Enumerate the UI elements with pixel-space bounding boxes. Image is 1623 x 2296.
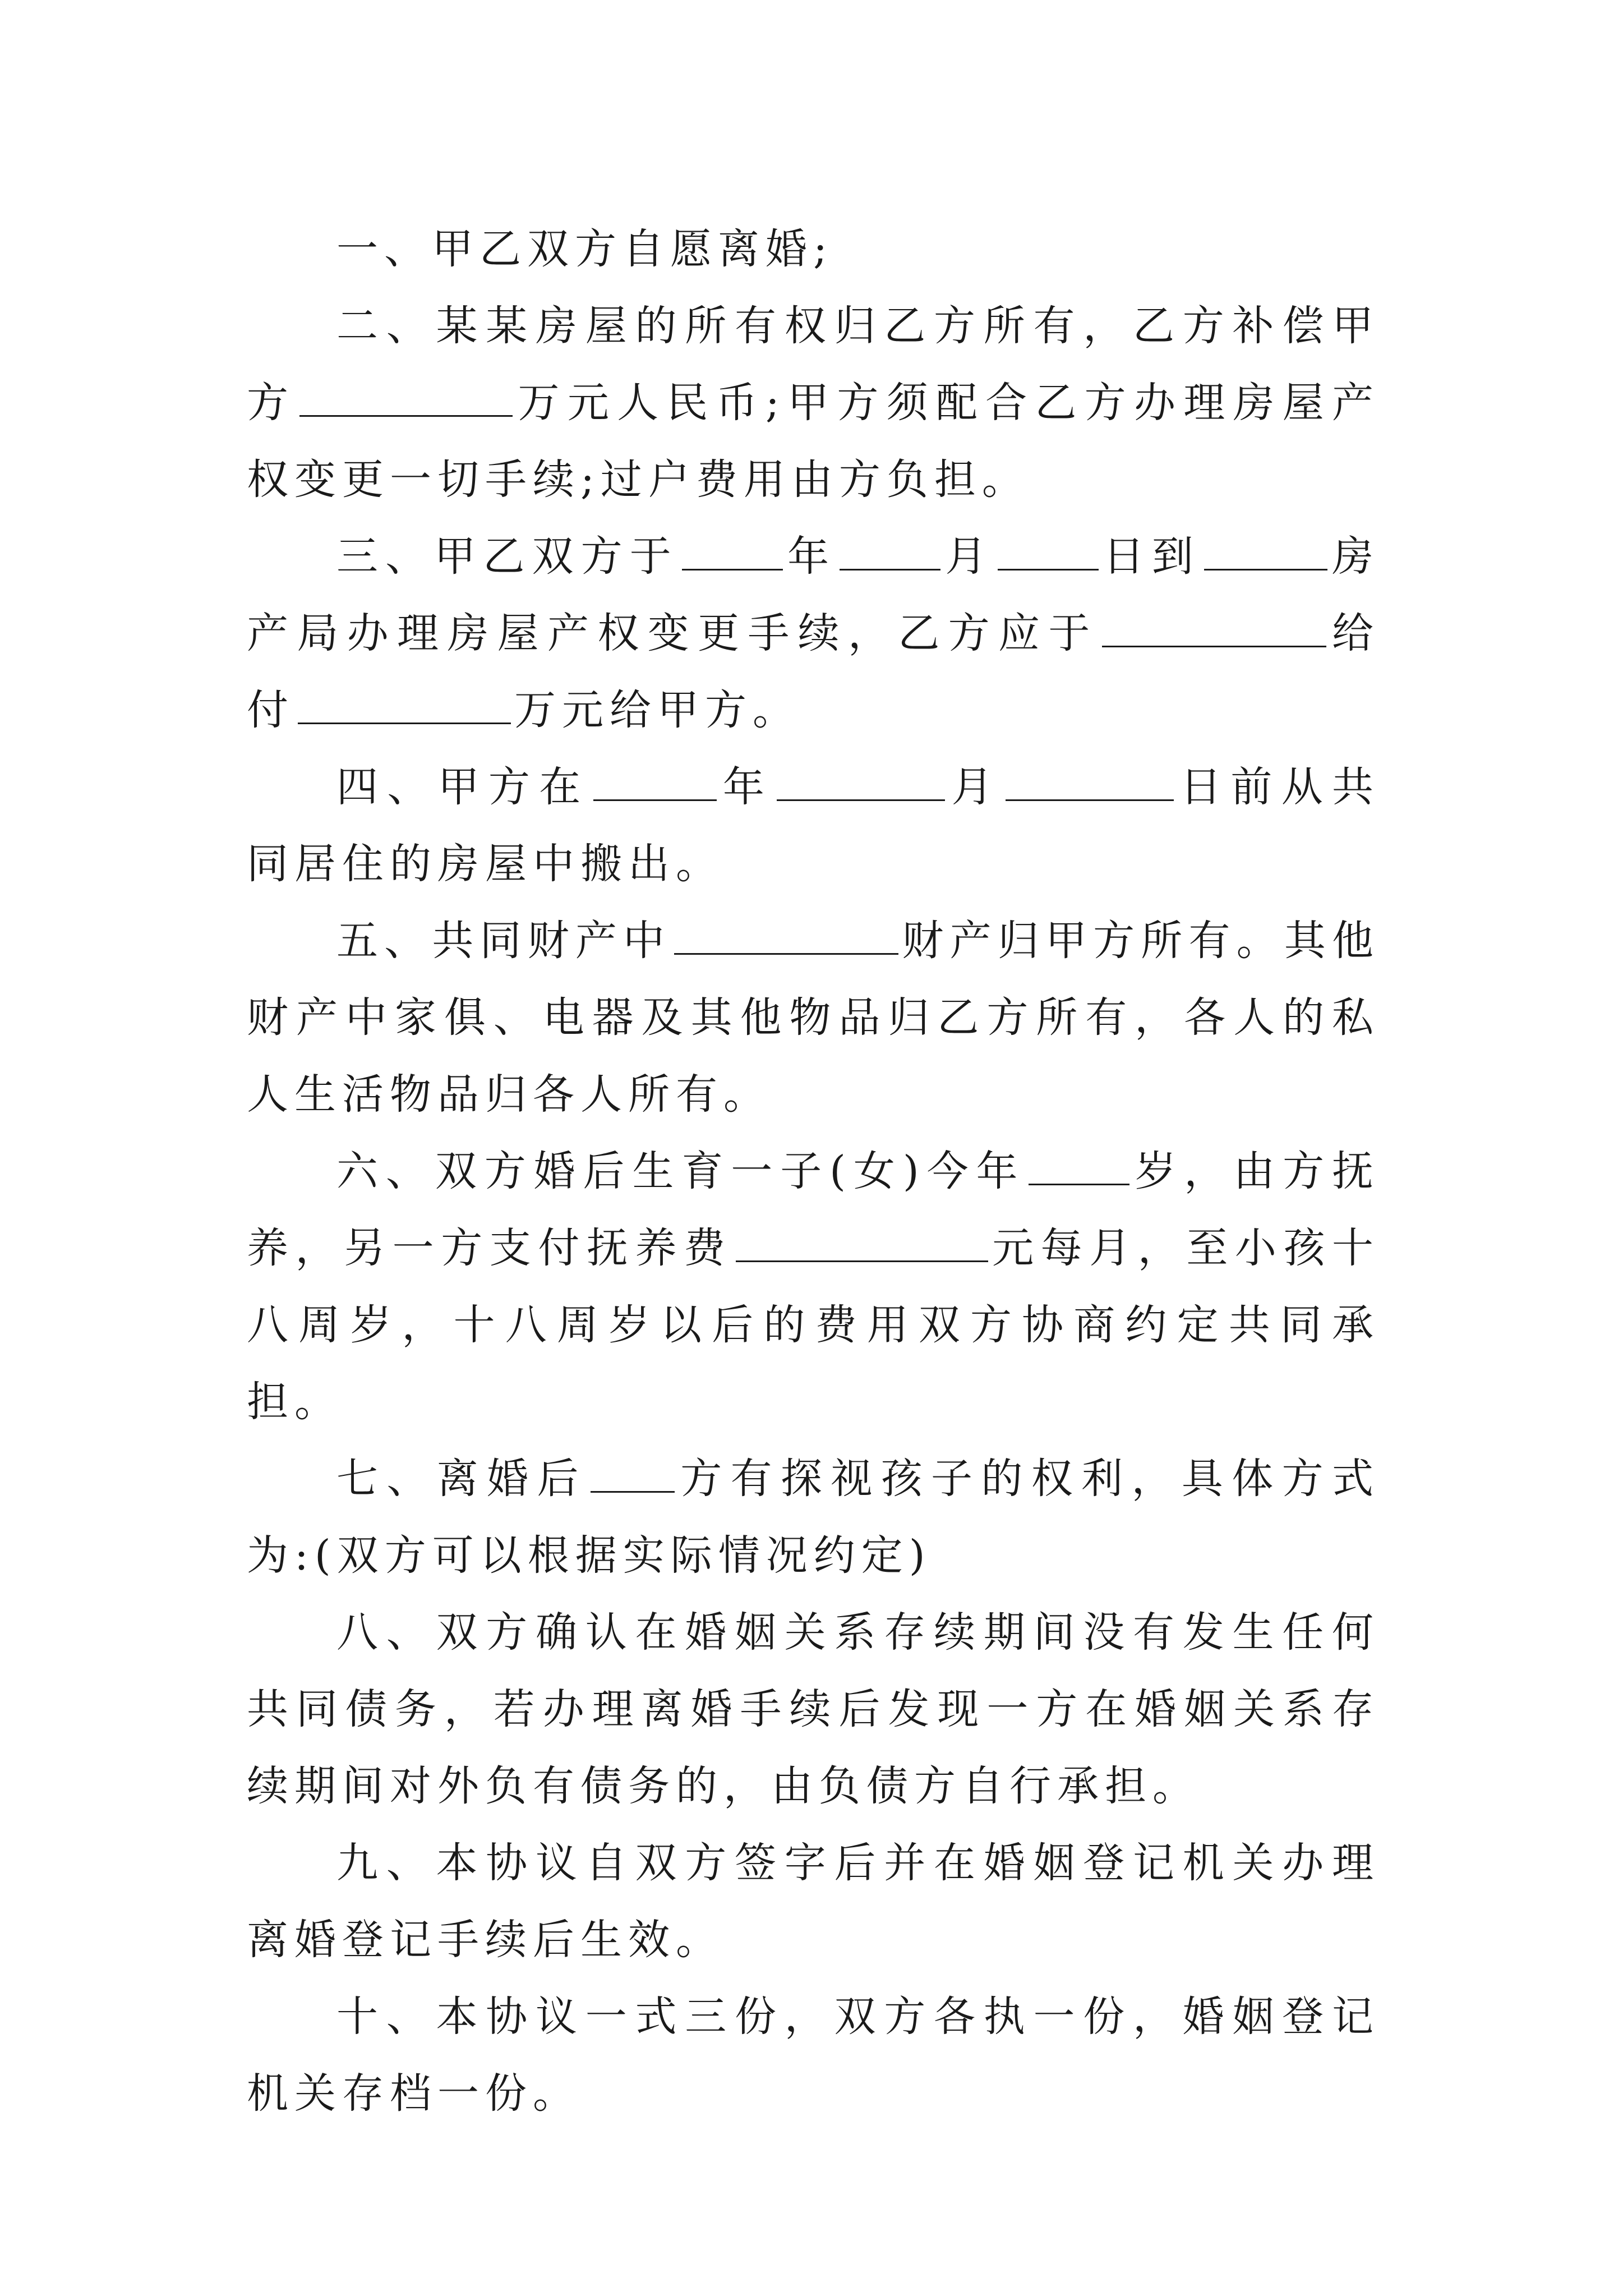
clause-3-text-g: 万元给甲方。 [514, 686, 800, 734]
clause-3-text-e: 房产局办理房屋产权变更手续，乙方应于 [247, 532, 1380, 657]
blank-visiting-party [591, 1456, 675, 1493]
clause-9-text: 九、本协议自双方签字后并在婚姻登记机关办理离婚登记手续后生效。 [247, 1839, 1380, 1964]
clause-6 [247, 1133, 1380, 1441]
blank-move-month [777, 765, 945, 801]
blank-year [682, 534, 783, 570]
blank-compensation-amount [299, 380, 513, 417]
clause-6-text-a: 六、双方婚后生育一子(女)今年 [336, 1147, 1026, 1195]
clause-2 [247, 288, 1380, 518]
clause-3-text-d: 日到 [1101, 532, 1201, 581]
clause-4-text-a: 四、甲方在 [336, 763, 590, 811]
clause-1 [247, 211, 1380, 288]
clause-9 [247, 1825, 1380, 1978]
clause-3 [247, 518, 1380, 749]
blank-move-day [1006, 765, 1174, 801]
blank-property-bureau [1204, 534, 1327, 570]
blank-payment-date [1102, 611, 1326, 647]
blank-month [840, 534, 940, 570]
clause-7-text-a: 七、离婚后 [336, 1455, 587, 1503]
clause-6-text-c: 元每月，至小孩十八周岁，十八周岁以后的费用双方协商约定共同承担。 [247, 1224, 1380, 1426]
clause-4 [247, 749, 1380, 903]
clause-2-text-a: 二、某某房屋的所有权归乙方所有，乙方补偿甲方 [247, 302, 1380, 427]
blank-support-amount [736, 1226, 988, 1262]
clause-2-text-b: 万元人民币;甲方须配合乙方办理房屋产权变更一切手续;过户费用由方负担。 [247, 379, 1380, 504]
clause-10 [247, 1978, 1380, 2132]
clause-7-text-b: 方有探视孩子的权利，具体方式为:(双方可以根据实际情况约定) [247, 1455, 1380, 1580]
clause-10-text: 十、本协议一式三份，双方各执一份，婚姻登记机关存档一份。 [247, 1993, 1380, 2118]
clause-3-text-c: 月 [944, 532, 994, 581]
clause-6-text-b: 岁，由方抚养，另一方支付抚养费 [247, 1147, 1380, 1272]
clause-5 [247, 903, 1380, 1133]
clause-4-text-d: 日前从共同居住的房屋中搬出。 [247, 763, 1380, 888]
clause-5-text-b: 财产归甲方所有。其他财产中家俱、电器及其他物品归乙方所有，各人的私人生活物品归各人所有。 [247, 917, 1380, 1119]
blank-day [998, 534, 1099, 570]
agreement-body [247, 211, 1380, 2132]
clause-3-text-f: 给付 [247, 609, 1380, 734]
clause-3-text-a: 三、甲乙双方于 [336, 532, 679, 581]
clause-7 [247, 1441, 1380, 1594]
clause-8 [247, 1594, 1380, 1825]
clause-1-text: 一、甲乙双方自愿离婚; [336, 225, 833, 273]
blank-property-item [674, 918, 898, 955]
clause-5-text-a: 五、共同财产中 [336, 917, 671, 965]
clause-8-text: 八、双方确认在婚姻关系存续期间没有发生任何共同债务，若办理离婚手续后发现一方在婚姻关系存续期间对外负有债务的，由负债方自行承担。 [247, 1608, 1380, 1810]
blank-payment-amount [298, 688, 511, 724]
blank-move-year [593, 765, 717, 801]
blank-child-age [1029, 1149, 1129, 1185]
clause-3-text-b: 年 [786, 532, 837, 581]
clause-4-text-b: 年 [720, 763, 774, 811]
clause-4-text-c: 月 [948, 763, 1002, 811]
